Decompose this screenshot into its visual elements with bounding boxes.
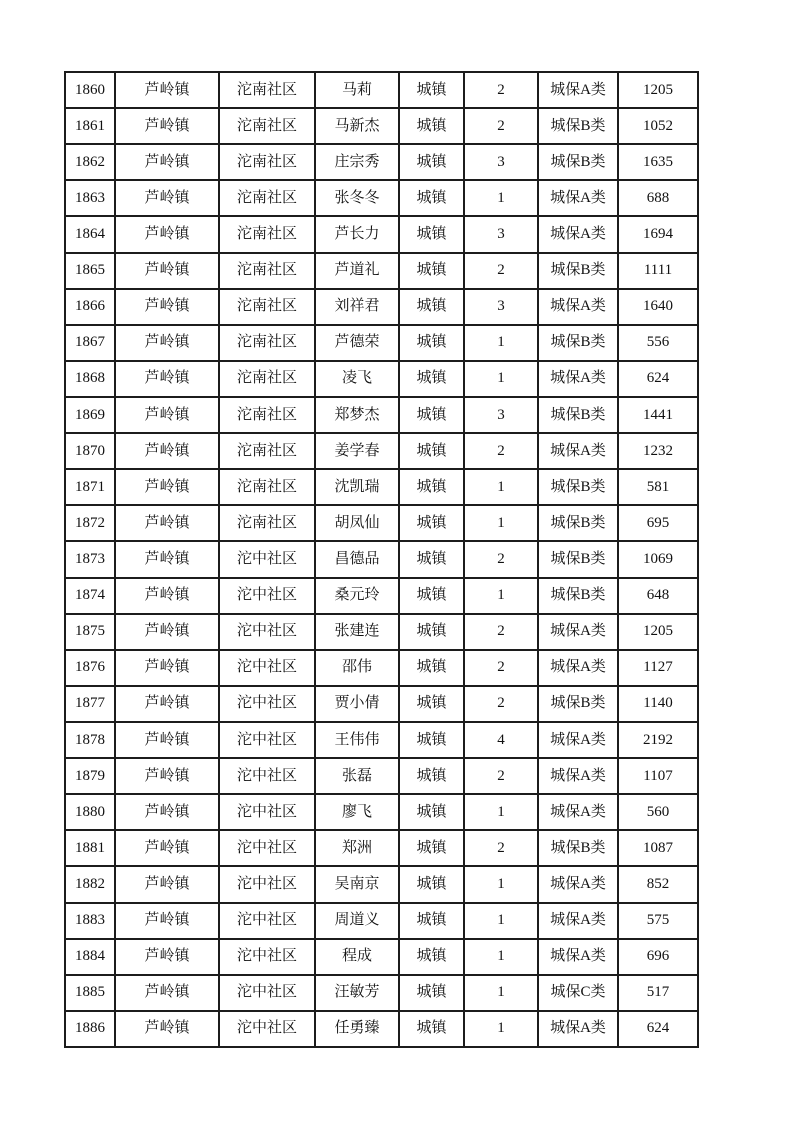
cell-category: 城保B类 <box>538 541 618 577</box>
cell-community: 沱中社区 <box>219 541 315 577</box>
cell-type: 城镇 <box>399 469 464 505</box>
cell-count: 1 <box>464 180 538 216</box>
cell-name: 张磊 <box>315 758 399 794</box>
cell-amount: 1069 <box>618 541 698 577</box>
cell-community: 沱中社区 <box>219 830 315 866</box>
table-row <box>65 830 698 866</box>
cell-amount: 648 <box>618 578 698 614</box>
cell-type: 城镇 <box>399 144 464 180</box>
cell-community: 沱南社区 <box>219 289 315 325</box>
cell-town: 芦岭镇 <box>115 397 219 433</box>
cell-type: 城镇 <box>399 758 464 794</box>
cell-amount: 1052 <box>618 108 698 144</box>
table-row <box>65 939 698 975</box>
cell-category: 城保A类 <box>538 722 618 758</box>
cell-category: 城保A类 <box>538 433 618 469</box>
cell-serial: 1874 <box>65 578 115 614</box>
cell-count: 2 <box>464 433 538 469</box>
cell-category: 城保A类 <box>538 216 618 252</box>
cell-serial: 1878 <box>65 722 115 758</box>
table-row <box>65 361 698 397</box>
cell-town: 芦岭镇 <box>115 1011 219 1047</box>
cell-name: 马莉 <box>315 72 399 108</box>
cell-category: 城保B类 <box>538 686 618 722</box>
cell-serial: 1879 <box>65 758 115 794</box>
cell-type: 城镇 <box>399 397 464 433</box>
cell-community: 沱中社区 <box>219 903 315 939</box>
cell-category: 城保A类 <box>538 650 618 686</box>
records-table <box>64 71 699 1048</box>
cell-town: 芦岭镇 <box>115 866 219 902</box>
table-row <box>65 216 698 252</box>
cell-town: 芦岭镇 <box>115 722 219 758</box>
cell-town: 芦岭镇 <box>115 144 219 180</box>
cell-category: 城保A类 <box>538 866 618 902</box>
cell-name: 芦德荣 <box>315 325 399 361</box>
cell-type: 城镇 <box>399 1011 464 1047</box>
cell-community: 沱南社区 <box>219 325 315 361</box>
cell-amount: 696 <box>618 939 698 975</box>
cell-amount: 624 <box>618 361 698 397</box>
cell-serial: 1871 <box>65 469 115 505</box>
cell-town: 芦岭镇 <box>115 578 219 614</box>
cell-count: 3 <box>464 216 538 252</box>
cell-name: 庄宗秀 <box>315 144 399 180</box>
cell-name: 凌飞 <box>315 361 399 397</box>
cell-serial: 1882 <box>65 866 115 902</box>
cell-count: 2 <box>464 253 538 289</box>
cell-serial: 1880 <box>65 794 115 830</box>
cell-category: 城保C类 <box>538 975 618 1011</box>
cell-serial: 1883 <box>65 903 115 939</box>
table-row <box>65 650 698 686</box>
cell-community: 沱中社区 <box>219 794 315 830</box>
cell-category: 城保B类 <box>538 578 618 614</box>
cell-category: 城保A类 <box>538 939 618 975</box>
cell-type: 城镇 <box>399 794 464 830</box>
cell-community: 沱中社区 <box>219 866 315 902</box>
cell-serial: 1877 <box>65 686 115 722</box>
cell-name: 姜学春 <box>315 433 399 469</box>
cell-category: 城保B类 <box>538 830 618 866</box>
cell-count: 1 <box>464 361 538 397</box>
cell-name: 芦长力 <box>315 216 399 252</box>
cell-category: 城保A类 <box>538 72 618 108</box>
cell-category: 城保A类 <box>538 903 618 939</box>
table-row <box>65 325 698 361</box>
cell-name: 桑元玲 <box>315 578 399 614</box>
cell-serial: 1881 <box>65 830 115 866</box>
cell-category: 城保A类 <box>538 614 618 650</box>
cell-community: 沱南社区 <box>219 469 315 505</box>
records-table-body <box>65 72 698 1047</box>
cell-amount: 1635 <box>618 144 698 180</box>
cell-type: 城镇 <box>399 433 464 469</box>
cell-type: 城镇 <box>399 505 464 541</box>
cell-category: 城保B类 <box>538 144 618 180</box>
cell-community: 沱南社区 <box>219 361 315 397</box>
cell-count: 1 <box>464 1011 538 1047</box>
cell-amount: 695 <box>618 505 698 541</box>
cell-town: 芦岭镇 <box>115 903 219 939</box>
cell-town: 芦岭镇 <box>115 830 219 866</box>
table-row <box>65 144 698 180</box>
cell-town: 芦岭镇 <box>115 361 219 397</box>
cell-town: 芦岭镇 <box>115 216 219 252</box>
cell-type: 城镇 <box>399 975 464 1011</box>
cell-name: 邵伟 <box>315 650 399 686</box>
cell-category: 城保A类 <box>538 1011 618 1047</box>
cell-category: 城保B类 <box>538 469 618 505</box>
cell-category: 城保B类 <box>538 505 618 541</box>
cell-count: 1 <box>464 903 538 939</box>
cell-serial: 1872 <box>65 505 115 541</box>
cell-name: 郑洲 <box>315 830 399 866</box>
cell-count: 2 <box>464 72 538 108</box>
cell-amount: 575 <box>618 903 698 939</box>
cell-type: 城镇 <box>399 614 464 650</box>
cell-town: 芦岭镇 <box>115 289 219 325</box>
cell-name: 沈凯瑞 <box>315 469 399 505</box>
table-row <box>65 289 698 325</box>
cell-serial: 1876 <box>65 650 115 686</box>
cell-amount: 581 <box>618 469 698 505</box>
cell-category: 城保A类 <box>538 758 618 794</box>
cell-community: 沱南社区 <box>219 72 315 108</box>
cell-serial: 1885 <box>65 975 115 1011</box>
cell-count: 1 <box>464 939 538 975</box>
cell-amount: 1441 <box>618 397 698 433</box>
table-row <box>65 578 698 614</box>
cell-count: 1 <box>464 505 538 541</box>
cell-amount: 1107 <box>618 758 698 794</box>
cell-amount: 624 <box>618 1011 698 1047</box>
cell-count: 3 <box>464 144 538 180</box>
cell-category: 城保A类 <box>538 794 618 830</box>
cell-amount: 556 <box>618 325 698 361</box>
cell-amount: 1140 <box>618 686 698 722</box>
cell-category: 城保B类 <box>538 253 618 289</box>
cell-type: 城镇 <box>399 541 464 577</box>
cell-community: 沱南社区 <box>219 253 315 289</box>
table-row <box>65 866 698 902</box>
cell-type: 城镇 <box>399 253 464 289</box>
cell-count: 1 <box>464 469 538 505</box>
cell-serial: 1875 <box>65 614 115 650</box>
cell-type: 城镇 <box>399 216 464 252</box>
table-row <box>65 758 698 794</box>
cell-community: 沱南社区 <box>219 397 315 433</box>
cell-name: 胡凤仙 <box>315 505 399 541</box>
cell-count: 2 <box>464 686 538 722</box>
cell-serial: 1860 <box>65 72 115 108</box>
cell-name: 程成 <box>315 939 399 975</box>
cell-type: 城镇 <box>399 939 464 975</box>
cell-name: 昌德品 <box>315 541 399 577</box>
cell-count: 2 <box>464 650 538 686</box>
cell-community: 沱中社区 <box>219 686 315 722</box>
cell-count: 1 <box>464 794 538 830</box>
cell-type: 城镇 <box>399 686 464 722</box>
cell-type: 城镇 <box>399 361 464 397</box>
cell-count: 2 <box>464 108 538 144</box>
cell-type: 城镇 <box>399 325 464 361</box>
cell-serial: 1861 <box>65 108 115 144</box>
cell-community: 沱中社区 <box>219 578 315 614</box>
cell-type: 城镇 <box>399 722 464 758</box>
cell-count: 2 <box>464 614 538 650</box>
cell-community: 沱中社区 <box>219 939 315 975</box>
cell-serial: 1886 <box>65 1011 115 1047</box>
cell-serial: 1868 <box>65 361 115 397</box>
table-row <box>65 505 698 541</box>
cell-category: 城保A类 <box>538 180 618 216</box>
cell-town: 芦岭镇 <box>115 758 219 794</box>
cell-community: 沱南社区 <box>219 108 315 144</box>
cell-community: 沱中社区 <box>219 975 315 1011</box>
table-row <box>65 1011 698 1047</box>
table-row <box>65 180 698 216</box>
cell-amount: 688 <box>618 180 698 216</box>
table-row <box>65 903 698 939</box>
cell-count: 1 <box>464 975 538 1011</box>
cell-type: 城镇 <box>399 289 464 325</box>
table-row <box>65 722 698 758</box>
cell-amount: 852 <box>618 866 698 902</box>
cell-name: 张建连 <box>315 614 399 650</box>
table-row <box>65 108 698 144</box>
cell-type: 城镇 <box>399 180 464 216</box>
cell-town: 芦岭镇 <box>115 794 219 830</box>
cell-serial: 1869 <box>65 397 115 433</box>
cell-name: 吴南京 <box>315 866 399 902</box>
cell-community: 沱中社区 <box>219 1011 315 1047</box>
cell-serial: 1864 <box>65 216 115 252</box>
cell-community: 沱中社区 <box>219 614 315 650</box>
cell-category: 城保B类 <box>538 108 618 144</box>
cell-name: 汪敏芳 <box>315 975 399 1011</box>
table-row <box>65 469 698 505</box>
cell-community: 沱南社区 <box>219 433 315 469</box>
cell-town: 芦岭镇 <box>115 469 219 505</box>
cell-name: 周道义 <box>315 903 399 939</box>
cell-type: 城镇 <box>399 830 464 866</box>
cell-serial: 1873 <box>65 541 115 577</box>
cell-name: 贾小倩 <box>315 686 399 722</box>
cell-amount: 2192 <box>618 722 698 758</box>
cell-count: 1 <box>464 578 538 614</box>
cell-amount: 1694 <box>618 216 698 252</box>
cell-amount: 1111 <box>618 253 698 289</box>
cell-community: 沱南社区 <box>219 144 315 180</box>
cell-town: 芦岭镇 <box>115 180 219 216</box>
cell-community: 沱中社区 <box>219 650 315 686</box>
cell-serial: 1866 <box>65 289 115 325</box>
cell-count: 3 <box>464 397 538 433</box>
cell-name: 刘祥君 <box>315 289 399 325</box>
cell-name: 任勇臻 <box>315 1011 399 1047</box>
cell-type: 城镇 <box>399 72 464 108</box>
cell-town: 芦岭镇 <box>115 939 219 975</box>
cell-name: 郑梦杰 <box>315 397 399 433</box>
cell-serial: 1862 <box>65 144 115 180</box>
cell-name: 芦道礼 <box>315 253 399 289</box>
table-row <box>65 397 698 433</box>
cell-town: 芦岭镇 <box>115 72 219 108</box>
cell-town: 芦岭镇 <box>115 325 219 361</box>
table-row <box>65 433 698 469</box>
table-row <box>65 686 698 722</box>
cell-name: 张冬冬 <box>315 180 399 216</box>
cell-amount: 560 <box>618 794 698 830</box>
cell-amount: 1205 <box>618 614 698 650</box>
cell-category: 城保B类 <box>538 397 618 433</box>
cell-community: 沱南社区 <box>219 505 315 541</box>
cell-amount: 1205 <box>618 72 698 108</box>
cell-town: 芦岭镇 <box>115 253 219 289</box>
cell-town: 芦岭镇 <box>115 541 219 577</box>
cell-town: 芦岭镇 <box>115 975 219 1011</box>
cell-amount: 517 <box>618 975 698 1011</box>
cell-serial: 1865 <box>65 253 115 289</box>
table-row <box>65 975 698 1011</box>
cell-name: 廖飞 <box>315 794 399 830</box>
cell-town: 芦岭镇 <box>115 108 219 144</box>
cell-category: 城保A类 <box>538 289 618 325</box>
cell-amount: 1232 <box>618 433 698 469</box>
cell-count: 2 <box>464 541 538 577</box>
table-row <box>65 614 698 650</box>
cell-community: 沱中社区 <box>219 722 315 758</box>
cell-category: 城保A类 <box>538 361 618 397</box>
cell-name: 马新杰 <box>315 108 399 144</box>
cell-town: 芦岭镇 <box>115 505 219 541</box>
cell-count: 2 <box>464 830 538 866</box>
cell-type: 城镇 <box>399 903 464 939</box>
cell-count: 3 <box>464 289 538 325</box>
cell-amount: 1127 <box>618 650 698 686</box>
cell-type: 城镇 <box>399 578 464 614</box>
table-row <box>65 253 698 289</box>
cell-community: 沱南社区 <box>219 216 315 252</box>
cell-amount: 1640 <box>618 289 698 325</box>
cell-town: 芦岭镇 <box>115 614 219 650</box>
cell-type: 城镇 <box>399 866 464 902</box>
cell-type: 城镇 <box>399 650 464 686</box>
cell-category: 城保B类 <box>538 325 618 361</box>
cell-count: 1 <box>464 866 538 902</box>
table-row <box>65 794 698 830</box>
cell-town: 芦岭镇 <box>115 650 219 686</box>
table-row <box>65 72 698 108</box>
cell-amount: 1087 <box>618 830 698 866</box>
cell-name: 王伟伟 <box>315 722 399 758</box>
cell-community: 沱南社区 <box>219 180 315 216</box>
cell-town: 芦岭镇 <box>115 433 219 469</box>
table-row <box>65 541 698 577</box>
cell-serial: 1884 <box>65 939 115 975</box>
cell-count: 1 <box>464 325 538 361</box>
cell-community: 沱中社区 <box>219 758 315 794</box>
cell-serial: 1863 <box>65 180 115 216</box>
cell-count: 2 <box>464 758 538 794</box>
cell-serial: 1867 <box>65 325 115 361</box>
cell-serial: 1870 <box>65 433 115 469</box>
cell-count: 4 <box>464 722 538 758</box>
cell-type: 城镇 <box>399 108 464 144</box>
cell-town: 芦岭镇 <box>115 686 219 722</box>
